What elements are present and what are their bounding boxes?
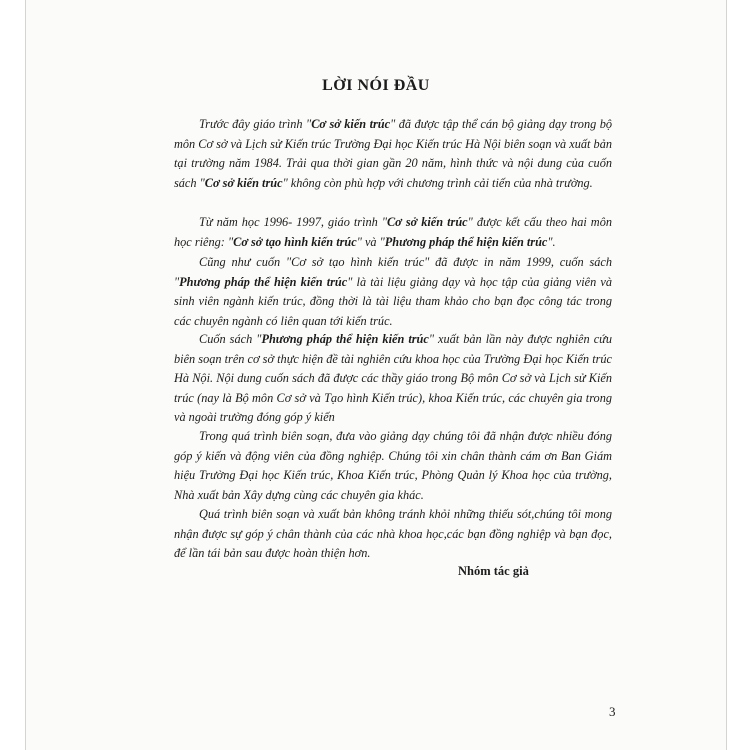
paragraph-text: " không còn phù hợp với chương trình cải tiến của nhà trường. [282, 175, 593, 190]
paragraph-text: ". [547, 234, 556, 249]
paragraph-text: Trước đây giáo trình " [199, 117, 312, 131]
paragraph-text: Cũng như cuốn "Cơ sở tạo hình kiến trúc" đã được in năm 1999, cuốn sách " [174, 255, 612, 289]
paragraph-text: " xuất bản lần này được nghiên cứu biên soạn trên cơ sở thực hiện đề tài nghiên cứu khoa học của Trường Đại học Kiến trúc Hà Nội. Nội dung cuốn sách đã được các thầy giáo trong Bộ môn Cơ sở và Lịch sử Kiến trúc (nay là Bộ môn Cơ sở và Tạo hình Kiến trúc), khoa Kiến trúc, các chuyên gia trong và ngoài trường đóng góp ý kiến [174, 332, 613, 425]
paragraph-1 [174, 115, 612, 193]
book-page [25, 0, 727, 750]
emphasized-title-text: Cơ sở kiến trúc [311, 117, 391, 131]
page-number: 3 [609, 704, 616, 719]
paragraph-text: Cuốn sách " [199, 332, 262, 346]
paragraph-5 [174, 427, 612, 505]
paragraph-text: " đã được tập thể cán bộ giảng dạy trong bộ môn Cơ sở và Lịch sử Kiến trúc Trường Đại học Kiến trúc Hà Nội biên soạn và xuất bản tại trường năm 1984. Trải qua thời gian gần 20 năm, hình thức và nội dung của cuốn sách " [174, 117, 612, 190]
paragraph-4 [174, 330, 612, 428]
paragraph-text: " và " [356, 234, 385, 249]
emphasized-title-text: Phương pháp thể hiện kiến trúc [261, 332, 429, 346]
emphasized-title-text: Cơ sở tạo hình kiến trúc [233, 234, 357, 249]
paragraph-text: Quá trình biên soạn và xuất bản không tránh khỏi những thiếu sót,chúng tôi mong nhận được sự góp ý chân thành của các nhà khoa học,các bạn đồng nghiệp và bạn đọc, để lần tái bản sau được hoàn thiện hơn. [174, 507, 612, 561]
paragraph-3 [174, 253, 612, 331]
paragraph-text: Trong quá trình biên soạn, đưa vào giảng dạy chúng tôi đã nhận được nhiều đóng góp ý kiến và động viên của đồng nghiệp. Chúng tôi xin chân thành cám ơn Ban Giám hiệu Trường Đại học Kiến trúc, Khoa Kiến trúc, Phòng Quản lý Khoa học của trường, Nhà xuất bản Xây dựng cùng các chuyên gia khác. [174, 429, 612, 502]
emphasized-title-text: Cơ sở kiến trúc [204, 175, 283, 190]
paragraph-text: " là tài liệu giảng dạy và học tập của giảng viên và sinh viên ngành kiến trúc, đồng thời là tài liệu tham khảo cho bạn đọc công tác trong các chuyên ngành có liên quan tới kiến trúc. [174, 274, 612, 328]
emphasized-title-text: Phương pháp thể hiện kiến trúc [384, 234, 548, 249]
paragraph-text: Từ năm học 1996- 1997, giáo trình " [199, 215, 387, 229]
author-signature: Nhóm tác giả [458, 564, 529, 578]
emphasized-title-text: Phương pháp thể hiện kiến trúc [179, 274, 348, 289]
emphasized-title-text: Cơ sở kiến trúc [386, 215, 468, 229]
page-title: LỜI NÓI ĐẦU [322, 77, 430, 94]
paragraph-text: " được kết cấu theo hai môn học riêng: " [174, 215, 612, 249]
paragraph-6 [174, 505, 612, 564]
paragraph-2 [174, 213, 612, 252]
